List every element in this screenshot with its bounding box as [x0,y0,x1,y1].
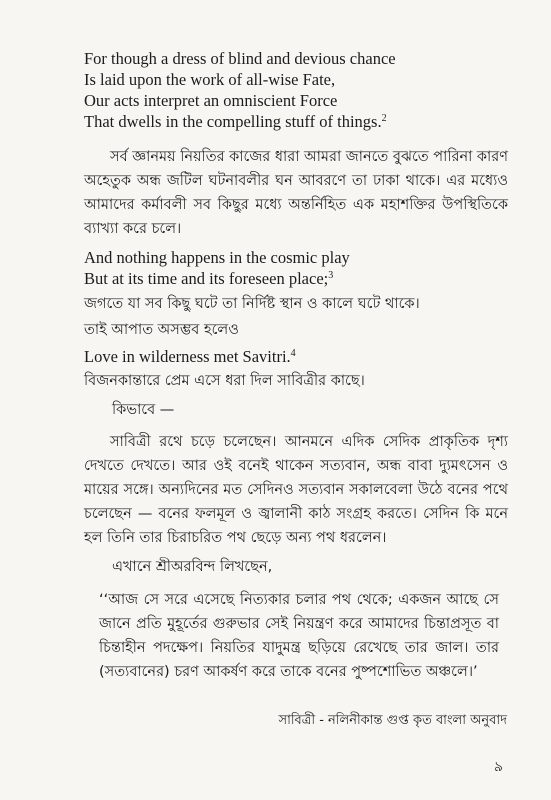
footnote-marker: 4 [290,348,296,359]
verse-line-text: But at its time and its foreseen place; [84,269,329,288]
quotation-attribution: সাবিত্রী - নলিনীকান্ত গুপ্ত কৃত বাংলা অনুবাদ [278,713,507,728]
bengali-line-jagate: জগতে যা সব কিছু ঘটে তা নির্দিষ্ট স্থান ও কালে ঘটে থাকে। [84,296,420,312]
verse-line: For though a dress of blind and devious chance [84,49,396,68]
bengali-line-kibhabe: কিভাবে — [112,402,175,418]
bengali-quotation: ‘‘আজ সে সরে এসেছে নিত্যকার চলার পথ থেকে; একজন আছে সে জানে প্রতি মুহূর্তের গুরুভার সেই নিয়ন্ত্রণ করে আমাদের চিন্তাপ্রসূত বা চিন্তাহীন পদক্ষেপ। নিয়তির যাদুমন্ত্র ছড়িয়ে রেখেছে তার জাল। তার (সত্যবানের) চরণ আকর্ষণ করে তাকে বনের পুষ্পশোভিত অঞ্চলে।’ [99,592,499,680]
verse-line [84,346,504,367]
english-verse-2 [84,247,504,289]
verse-line: And nothing happens in the cosmic play [84,248,350,267]
verse-line-text: That dwells in the compelling stuff of things. [84,112,382,131]
verse-line: Our acts interpret an omniscient Force [84,91,338,110]
verse-line-text: Love in wilderness met Savitri. [84,347,291,366]
english-verse-3 [84,346,504,367]
verse-line [84,111,504,132]
bengali-paragraph-2: সাবিত্রী রথে চড়ে চলেছেন। আনমনে এদিক সেদিক প্রাকৃতিক দৃশ্য দেখতে দেখতে। আর ওই বনেই থাকেন সত্যবান, অন্ধ বাবা দ্যুমৎসেন ও মায়ের সঙ্গে। অন্যদিনের মত সেদিনও সত্যবান সকালবেলা উঠে বনের পথে চলেছেন — বনের ফলমূল ও জ্বালানী কাঠ সংগ্রহ করতে। সেদিন কি মনে হল তিনি তার চিরাচরিত পথ ছেড়ে অন্য পথ ধরলেন। [84,434,508,546]
bengali-line-tai: তাই আপাত অসম্ভব হলেও [84,322,239,338]
bengali-line-ekhane: এখানে শ্রীঅরবিন্দ লিখছেন, [112,559,273,575]
english-verse-1 [84,48,504,132]
footnote-marker: 2 [381,113,387,124]
verse-line: Is laid upon the work of all-wise Fate, [84,70,336,89]
footnote-marker: 3 [328,270,334,281]
bengali-line-bijan: বিজনকান্তারে প্রেম এসে ধরা দিল সাবিত্রীর কাছে। [84,373,365,389]
verse-line [84,268,504,289]
bengali-paragraph-1: সর্ব জ্ঞানময় নিয়তির কাজের ধারা আমরা জানতে বুঝতে পারিনা কারণ অহেতুক অন্ধ জটিল ঘটনাবলীর ঘন আবরণে তা ঢাকা থাকে। এর মধ্যেও আমাদের কর্মাবলী সব কিছুর মধ্যে অন্তর্নিহিত এক মহাশক্তির উপস্থিতিকে ব্যাখ্যা করে চলে। [84,149,509,237]
page-number: ৯ [493,759,503,775]
